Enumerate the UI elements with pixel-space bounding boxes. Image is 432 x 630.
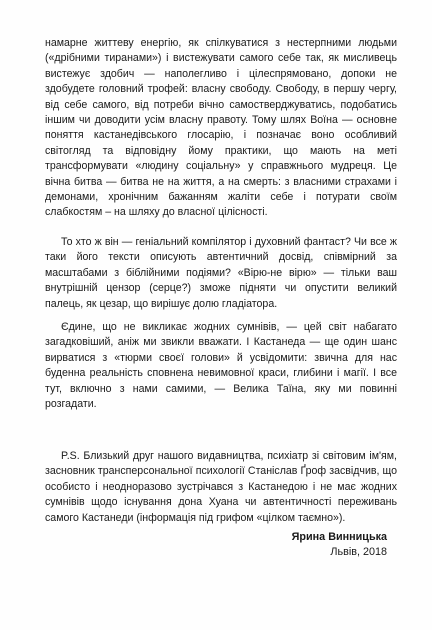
author-signature <box>292 530 387 560</box>
postscript-paragraph: P.S. Близький друг нашого видавництва, психіатр зі світовим ім'ям, засновник трансперсональної психології Станіслав Ґроф засвідчив, що особисто і неодноразово зустрічався з Кастанедою і не має жодних сумнівів щодо існування дона Хуана чи автентичності переживань самого Кастанеди (інформація під грифом «цілком таємно»). <box>45 450 397 524</box>
paragraph-2: То хто ж він — геніальний компілятор і духовний фантаст? Чи все ж таки його тексти описують автентичний досвід, співмірний за масштабами з біблійними подіями? «Вірю-не вірю» — тільки ваш внутрішній цензор (серце?) зможе підняти чи опустити великий палець, як цезар, що вирішує долю гладіатора. <box>45 236 397 310</box>
paragraph-1: намарне життеву енергію, як спілкуватися з нестерпними людьми («дрібними тиранами») і вистежувати самого себе так, як мисливець вистежує здобич — наполегливо і цілеспрямовано, допоки не здобудете головний трофей: власну свободу. Свободу, в першу чергу, від себе самого, від потреби вічно самостверджуватись, подобатись іншим чи доводити усім власну правоту. Тому шлях Воїна — основне поняття кастанедівського глосарію, і позначає воно особливий світогляд та відповідну йому практики, що мають на меті трансформувати «людину соціальну» у справжнього мудреця. Це вічна битва — битва не на життя, а на смерть: з власними страхами і демонами, хронічним бажанням жаліти себе і потурати своїм слабкостям – на шляху до власної цілісності. <box>45 37 397 219</box>
place-and-date: Львів, 2018 <box>330 546 387 558</box>
paragraph-3: Єдине, що не викликає жодних сумнівів, — цей світ набагато загадковіший, аніж ми звикли вважати. І Кастанеда — ще один шанс вирватися з «тюрми своєї голови» й усвідомити: звична для нас буденна реальність сповнена невимовної краси, глибини і магії. І все тут, включно з нами самими, — Велика Таїна, яку ми повинні розгадати. <box>45 321 397 411</box>
author-name: Ярина Винницька <box>291 531 387 543</box>
